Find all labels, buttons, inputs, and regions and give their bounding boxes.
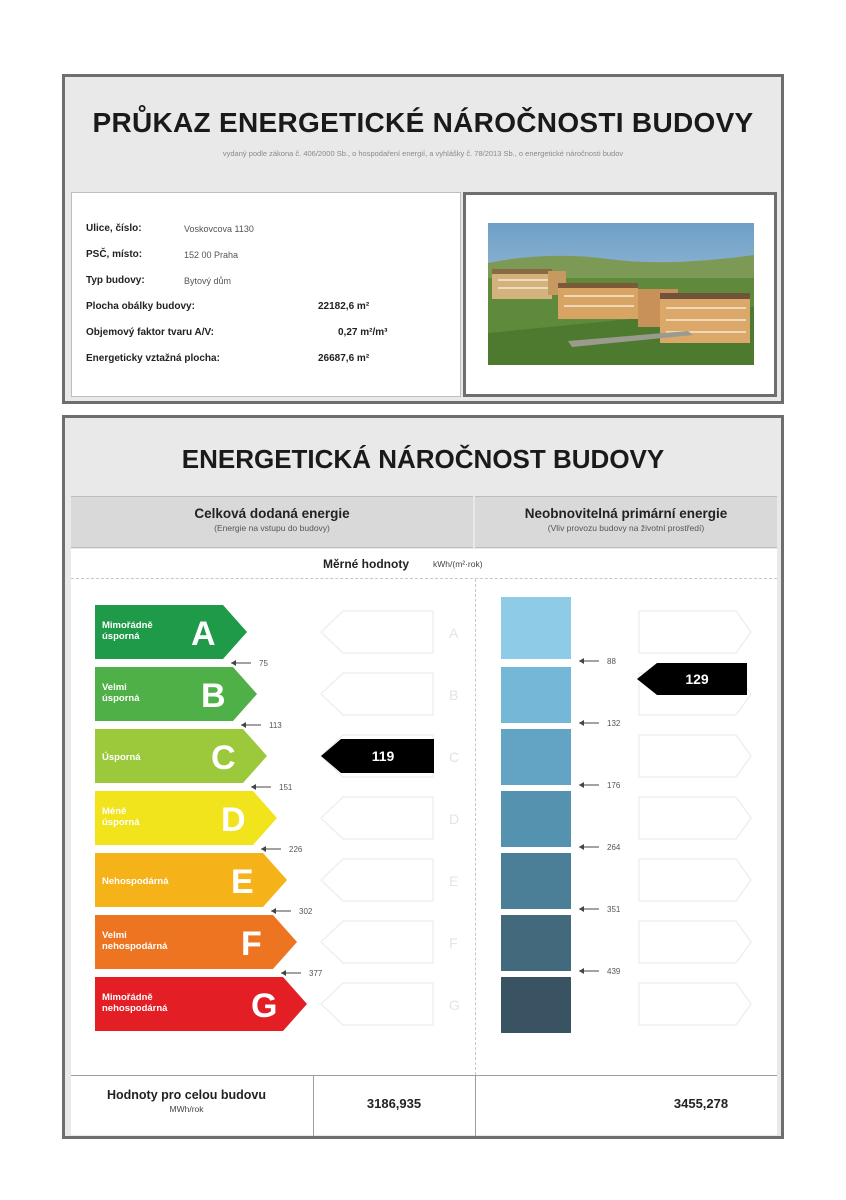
class-letter-g: G (251, 987, 278, 1025)
class-name-f: Velmi nehospodárná (102, 930, 168, 952)
primary-threshold-label: 264 (607, 843, 621, 852)
threshold-arrow-head (579, 844, 584, 850)
primary-threshold-label: 132 (607, 719, 621, 728)
placeholder-arrow (639, 983, 751, 1025)
class-letter-a: A (191, 615, 216, 653)
class-name-c: Úsporná (102, 752, 141, 763)
placeholder-arrow (321, 797, 433, 839)
threshold-arrow-head (579, 658, 584, 664)
placeholder-letter: G (449, 997, 460, 1013)
primary-energy-header (475, 496, 777, 548)
energy-performance-section (62, 415, 784, 1139)
class-letter-c: C (211, 739, 236, 777)
threshold-arrow-head (579, 968, 584, 974)
delivered-threshold-label: 226 (289, 845, 303, 854)
primary-scale-block-d (501, 791, 571, 847)
threshold-arrow-head (231, 660, 236, 666)
delivered-value-label: 119 (371, 748, 395, 764)
primary-energy-subtitle: (Vliv provozu budovy na životní prostředí) (547, 523, 705, 533)
class-name-g: Mimořádně nehospodárná (102, 992, 168, 1014)
placeholder-arrow (321, 611, 433, 653)
reference-area-value: 26687,6 m² (318, 353, 370, 364)
street-value: Voskovcova 1130 (184, 224, 254, 234)
delivered-threshold-label: 75 (259, 659, 268, 668)
street-label: Ulice, číslo: (86, 223, 142, 234)
placeholder-arrow (321, 859, 433, 901)
primary-threshold-label: 439 (607, 967, 621, 976)
threshold-arrow-head (271, 908, 276, 914)
placeholder-letter: A (449, 625, 459, 641)
primary-scale-block-b (501, 667, 571, 723)
class-name-a: Mimořádně úsporná (102, 620, 153, 642)
placeholder-letter: E (449, 873, 459, 889)
envelope-area-value: 22182,6 m² (318, 301, 370, 312)
building-photo (488, 223, 754, 365)
primary-scale-block-g (501, 977, 571, 1033)
placeholder-letter: F (449, 935, 458, 951)
threshold-arrow-head (281, 970, 286, 976)
threshold-arrow-head (241, 722, 246, 728)
class-letter-e: E (231, 863, 254, 901)
threshold-arrow-head (251, 784, 256, 790)
delivered-energy-subtitle: (Energie na vstupu do budovy) (214, 523, 330, 533)
placeholder-letter: C (449, 749, 460, 765)
building-type-value: Bytový dům (184, 276, 232, 286)
total-delivered-energy: 3186,935 (366, 1096, 422, 1111)
totals-separator (475, 1076, 476, 1136)
threshold-arrow-head (261, 846, 266, 852)
class-letter-f: F (241, 925, 262, 963)
primary-threshold-label: 88 (607, 657, 616, 666)
reference-area-label: Energeticky vztažná plocha: (86, 353, 220, 364)
building-info-section (62, 74, 784, 404)
class-letter-b: B (201, 677, 226, 715)
placeholder-arrow (639, 797, 751, 839)
building-totals-row (71, 1075, 777, 1135)
class-name-b: Velmi úsporná (102, 682, 140, 704)
delivered-threshold-label: 302 (299, 907, 313, 916)
placeholder-arrow (639, 735, 751, 777)
energy-class-svg (71, 549, 777, 1075)
section-title: ENERGETICKÁ NÁROČNOST BUDOVY (181, 444, 665, 474)
units-label: Měrné hodnoty (323, 557, 409, 571)
primary-scale-block-a (501, 597, 571, 659)
primary-value-label: 129 (685, 671, 709, 687)
placeholder-arrow (321, 921, 433, 963)
primary-threshold-label: 351 (607, 905, 621, 914)
placeholder-letter: B (449, 687, 459, 703)
class-name-e: Nehospodárná (102, 876, 169, 887)
page-title: PRŮKAZ ENERGETICKÉ NÁROČNOSTI BUDOVY (92, 107, 754, 138)
delivered-threshold-label: 113 (269, 721, 282, 730)
delivered-threshold-label: 377 (309, 969, 323, 978)
primary-threshold-label: 176 (607, 781, 621, 790)
primary-scale-block-f (501, 915, 571, 971)
placeholder-arrow (639, 611, 751, 653)
threshold-arrow-head (579, 720, 584, 726)
threshold-arrow-head (579, 782, 584, 788)
primary-scale-block-c (501, 729, 571, 785)
placeholder-arrow (639, 921, 751, 963)
psc-label: PSČ, místo: (86, 249, 143, 260)
psc-value: 152 00 Praha (184, 250, 239, 260)
placeholder-arrow (321, 983, 433, 1025)
totals-label: Hodnoty pro celou budovu (106, 1088, 266, 1102)
placeholder-letter: D (449, 811, 460, 827)
delivered-energy-title: Celková dodaná energie (194, 506, 350, 521)
threshold-arrow-head (579, 906, 584, 912)
shape-factor-value: 0,27 m²/m³ (338, 327, 388, 338)
primary-scale-block-e (501, 853, 571, 909)
shape-factor-label: Objemový faktor tvaru A/V: (86, 327, 214, 338)
energy-class-chart (71, 549, 777, 1075)
class-letter-d: D (221, 801, 246, 839)
delivered-threshold-label: 151 (279, 783, 293, 792)
building-info-panel (71, 192, 461, 397)
page-subtitle: vydaný podle zákona č. 406/2000 Sb., o hospodaření energií, a vyhlášky č. 78/2013 Sb., o energetické náročnosti budov (222, 149, 624, 158)
building-photo-frame (463, 192, 777, 397)
envelope-area-label: Plocha obálky budovy: (86, 301, 195, 312)
primary-energy-title: Neobnovitelná primární energie (524, 506, 728, 521)
delivered-energy-header (71, 496, 473, 548)
class-name-d: Méně úsporná (102, 806, 140, 828)
placeholder-arrow (639, 859, 751, 901)
units-value: kWh/(m²·rok) (433, 559, 483, 569)
placeholder-arrow (321, 673, 433, 715)
total-primary-energy: 3455,278 (673, 1096, 729, 1111)
building-type-label: Typ budovy: (86, 275, 145, 286)
totals-unit: MWh/rok (169, 1104, 204, 1114)
